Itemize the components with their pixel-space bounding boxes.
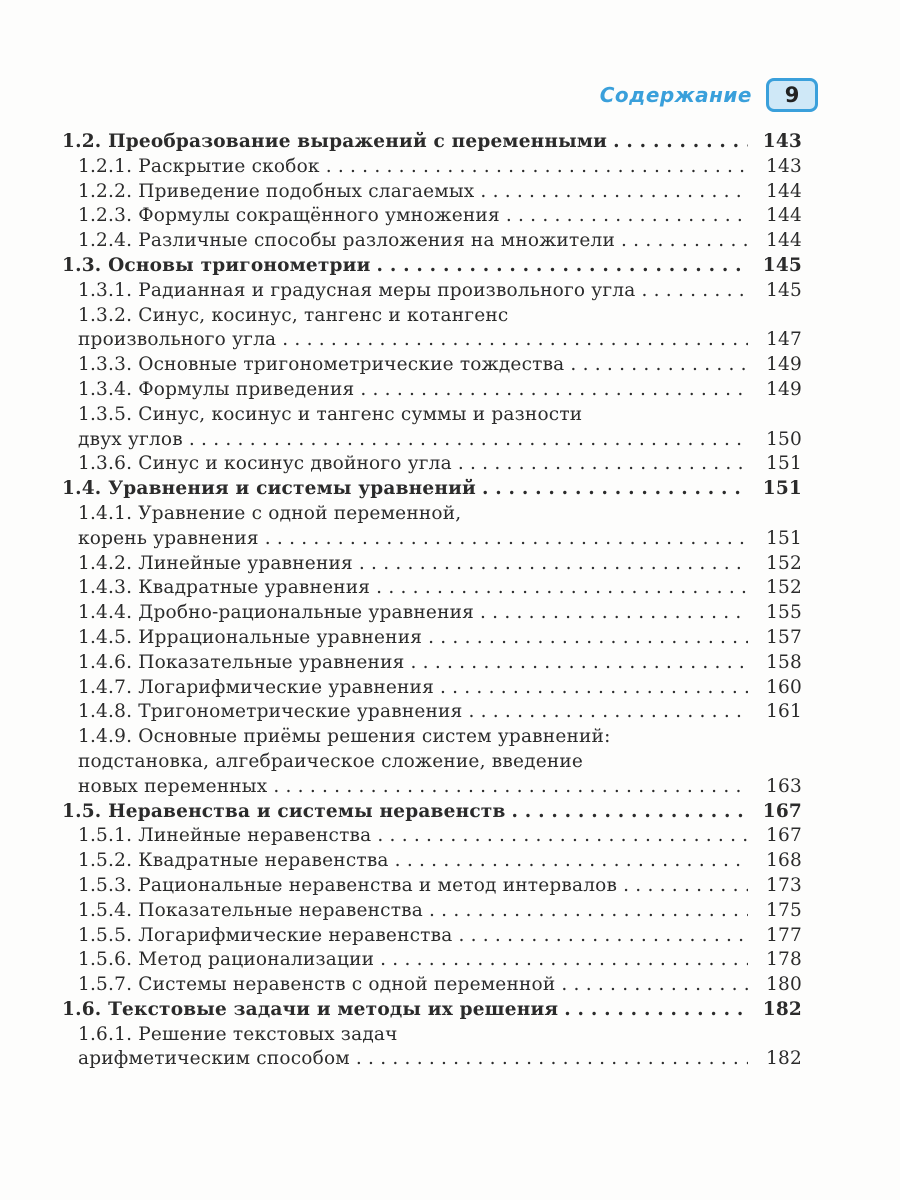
entry-title: 1.3.2. Синус, косинус, тангенс и котангенс bbox=[78, 304, 509, 326]
entry-title: двух углов bbox=[78, 428, 183, 450]
toc-subsection-entry[interactable] bbox=[62, 626, 802, 651]
dot-leader bbox=[273, 775, 748, 800]
dot-leader bbox=[570, 353, 748, 378]
toc-subsection-entry[interactable] bbox=[62, 353, 802, 378]
toc-subsection-entry[interactable] bbox=[62, 973, 802, 998]
toc-section-entry[interactable] bbox=[62, 254, 802, 279]
dot-leader bbox=[265, 527, 748, 552]
dot-leader bbox=[621, 229, 748, 254]
toc-section-entry[interactable] bbox=[62, 130, 802, 155]
toc-subsection-entry[interactable] bbox=[62, 849, 802, 874]
entry-title: 1.6. Текстовые задачи и методы их решения bbox=[62, 998, 559, 1020]
dot-leader bbox=[564, 998, 748, 1023]
dot-leader bbox=[359, 552, 748, 577]
page-number: 149 bbox=[766, 378, 802, 400]
dot-leader bbox=[326, 155, 748, 180]
entry-title: корень уравнения bbox=[78, 527, 259, 549]
page-number: 143 bbox=[766, 155, 802, 177]
dot-leader bbox=[458, 924, 748, 949]
page-header bbox=[600, 78, 818, 112]
page-number: 167 bbox=[766, 825, 802, 847]
toc-subsection-entry[interactable] bbox=[62, 378, 802, 403]
entry-title: 1.3.3. Основные тригонометрические тождества bbox=[78, 354, 565, 376]
entry-title: 1.4.1. Уравнение с одной переменной, bbox=[78, 502, 462, 524]
toc-subsection-entry[interactable] bbox=[62, 552, 802, 577]
page-number: 150 bbox=[766, 428, 802, 450]
toc-subsection-entry[interactable] bbox=[62, 155, 802, 180]
toc-subsection-entry[interactable] bbox=[62, 775, 802, 800]
toc-subsection-entry[interactable] bbox=[62, 328, 802, 353]
toc-subsection-entry[interactable] bbox=[62, 1023, 802, 1048]
entry-title: новых переменных bbox=[78, 775, 268, 797]
entry-title: 1.3. Основы тригонометрии bbox=[62, 254, 371, 276]
entry-title: 1.3.1. Радианная и градусная меры произвольного угла bbox=[78, 279, 636, 301]
entry-title: 1.5.1. Линейные неравенства bbox=[78, 825, 372, 847]
toc-subsection-entry[interactable] bbox=[62, 924, 802, 949]
entry-title: 1.3.4. Формулы приведения bbox=[78, 378, 355, 400]
toc-subsection-entry[interactable] bbox=[62, 750, 802, 775]
page-number: 163 bbox=[766, 775, 802, 797]
page-number: 143 bbox=[762, 131, 802, 152]
dot-leader bbox=[360, 378, 748, 403]
dot-leader bbox=[282, 328, 748, 353]
toc-subsection-entry[interactable] bbox=[62, 651, 802, 676]
page-number: 151 bbox=[766, 527, 802, 549]
toc-subsection-entry[interactable] bbox=[62, 899, 802, 924]
entry-title: 1.4.5. Иррациональные уравнения bbox=[78, 626, 423, 648]
toc-subsection-entry[interactable] bbox=[62, 725, 802, 750]
dot-leader bbox=[623, 874, 748, 899]
dot-leader bbox=[411, 651, 749, 676]
page-number: 161 bbox=[766, 701, 802, 723]
toc-section-entry[interactable] bbox=[62, 998, 802, 1023]
page-number: 155 bbox=[766, 602, 802, 624]
entry-title: 1.4. Уравнения и системы уравнений bbox=[62, 478, 476, 500]
entry-title: 1.4.9. Основные приёмы решения систем уравнений: bbox=[78, 726, 611, 748]
page-number: 157 bbox=[766, 626, 802, 648]
page-number: 151 bbox=[766, 453, 802, 475]
table-of-contents bbox=[62, 130, 802, 1072]
dot-leader bbox=[480, 180, 748, 205]
page-number: 178 bbox=[766, 949, 802, 971]
dot-leader bbox=[440, 676, 748, 701]
page-number: 180 bbox=[766, 974, 802, 996]
dot-leader bbox=[377, 824, 748, 849]
dot-leader bbox=[380, 948, 748, 973]
dot-leader bbox=[468, 700, 748, 725]
entry-title: 1.2.1. Раскрытие скобок bbox=[78, 155, 320, 177]
entry-title: арифметическим способом bbox=[78, 1048, 350, 1070]
page-number: 167 bbox=[762, 800, 802, 822]
page-number: 145 bbox=[766, 279, 802, 301]
page-number: 144 bbox=[766, 205, 802, 227]
dot-leader bbox=[480, 601, 748, 626]
page-number: 175 bbox=[766, 899, 802, 921]
page-number: 182 bbox=[766, 1048, 802, 1070]
page-number: 145 bbox=[762, 254, 802, 276]
page-number-badge: 9 bbox=[766, 78, 818, 112]
dot-leader bbox=[482, 477, 748, 502]
page-number: 144 bbox=[766, 180, 802, 202]
page-number: 182 bbox=[762, 998, 802, 1020]
page-number: 149 bbox=[766, 354, 802, 376]
entry-title: 1.4.2. Линейные уравнения bbox=[78, 552, 353, 574]
toc-section-entry[interactable] bbox=[62, 477, 802, 502]
toc-subsection-entry[interactable] bbox=[62, 824, 802, 849]
entry-title: 1.4.8. Тригонометрические уравнения bbox=[78, 701, 463, 723]
entry-title: 1.4.6. Показательные уравнения bbox=[78, 651, 405, 673]
dot-leader bbox=[395, 849, 748, 874]
entry-title: 1.4.3. Квадратные уравнения bbox=[78, 577, 371, 599]
entry-title: 1.5. Неравенства и системы неравенств bbox=[62, 800, 506, 822]
dot-leader bbox=[506, 204, 748, 229]
toc-subsection-entry[interactable] bbox=[62, 452, 802, 477]
toc-subsection-entry[interactable] bbox=[62, 403, 802, 428]
page-number: 152 bbox=[766, 552, 802, 574]
dot-leader bbox=[561, 973, 748, 998]
page-number: 158 bbox=[766, 651, 802, 673]
entry-title: 1.6.1. Решение текстовых задач bbox=[78, 1023, 398, 1045]
toc-subsection-entry[interactable] bbox=[62, 180, 802, 205]
toc-subsection-entry[interactable] bbox=[62, 229, 802, 254]
toc-subsection-entry[interactable] bbox=[62, 676, 802, 701]
dot-leader bbox=[377, 254, 748, 279]
entry-title: 1.4.7. Логарифмические уравнения bbox=[78, 676, 434, 698]
entry-title: 1.3.5. Синус, косинус и тангенс суммы и разности bbox=[78, 403, 583, 425]
dot-leader bbox=[356, 1047, 748, 1072]
entry-title: 1.3.6. Синус и косинус двойного угла bbox=[78, 453, 452, 475]
entry-title: 1.5.4. Показательные неравенства bbox=[78, 899, 423, 921]
toc-section-entry[interactable] bbox=[62, 800, 802, 825]
dot-leader bbox=[429, 899, 748, 924]
toc-subsection-entry[interactable] bbox=[62, 204, 802, 229]
page-number: 144 bbox=[766, 230, 802, 252]
dot-leader bbox=[613, 130, 748, 155]
page-number: 160 bbox=[766, 676, 802, 698]
entry-title: 1.2.2. Приведение подобных слагаемых bbox=[78, 180, 475, 202]
dot-leader bbox=[428, 626, 748, 651]
page-number: 151 bbox=[762, 478, 802, 500]
dot-leader bbox=[376, 576, 748, 601]
entry-title: 1.5.2. Квадратные неравенства bbox=[78, 850, 389, 872]
toc-subsection-entry[interactable] bbox=[62, 700, 802, 725]
entry-title: 1.2.4. Различные способы разложения на множители bbox=[78, 230, 616, 252]
entry-title: 1.2. Преобразование выражений с переменными bbox=[62, 131, 608, 152]
toc-subsection-entry[interactable] bbox=[62, 428, 802, 453]
entry-title: 1.5.5. Логарифмические неравенства bbox=[78, 924, 453, 946]
entry-title: 1.4.4. Дробно-рациональные уравнения bbox=[78, 602, 474, 624]
entry-title: подстановка, алгебраическое сложение, введение bbox=[78, 750, 584, 772]
page-number: 147 bbox=[766, 329, 802, 351]
toc-subsection-entry[interactable] bbox=[62, 948, 802, 973]
page-number: 173 bbox=[766, 874, 802, 896]
toc-subsection-entry[interactable] bbox=[62, 502, 802, 527]
dot-leader bbox=[641, 279, 748, 304]
entry-title: произвольного угла bbox=[78, 329, 277, 351]
page-number: 177 bbox=[766, 924, 802, 946]
entry-title: 1.2.3. Формулы сокращённого умножения bbox=[78, 205, 500, 227]
dot-leader bbox=[458, 452, 748, 477]
page-number: 152 bbox=[766, 577, 802, 599]
toc-subsection-entry[interactable] bbox=[62, 601, 802, 626]
dot-leader bbox=[512, 800, 749, 825]
toc-subsection-entry[interactable] bbox=[62, 279, 802, 304]
page-number: 168 bbox=[766, 850, 802, 872]
toc-subsection-entry[interactable] bbox=[62, 304, 802, 329]
section-title: Содержание bbox=[599, 83, 752, 107]
toc-subsection-entry[interactable] bbox=[62, 576, 802, 601]
toc-subsection-entry[interactable] bbox=[62, 874, 802, 899]
entry-title: 1.5.7. Системы неравенств с одной переменной bbox=[78, 974, 556, 996]
toc-subsection-entry[interactable] bbox=[62, 527, 802, 552]
toc-subsection-entry[interactable] bbox=[62, 1047, 802, 1072]
dot-leader bbox=[189, 428, 748, 453]
entry-title: 1.5.3. Рациональные неравенства и метод интервалов bbox=[78, 874, 618, 896]
entry-title: 1.5.6. Метод рационализации bbox=[78, 949, 375, 971]
